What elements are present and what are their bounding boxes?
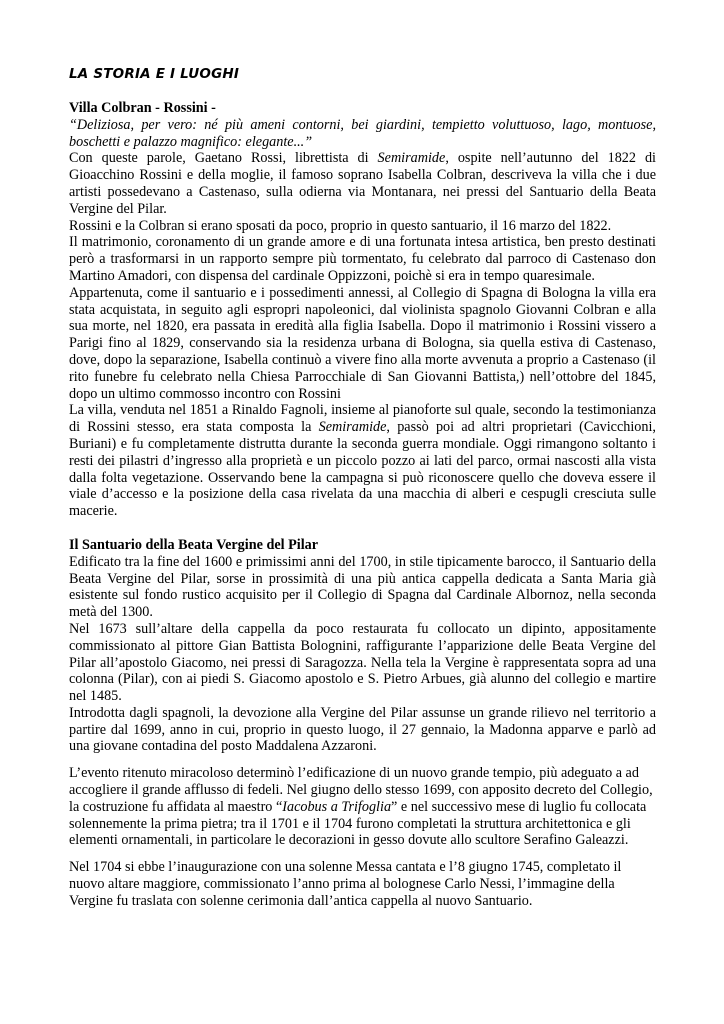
paragraph-santuario-2: Nel 1673 sull’altare della cappella da poco restaurata fu collocato un dipinto, appositamente commissionato al pittore Gian Battista Bolognini, raffigurante l’apparizione delle Beata Vergine del Pilar all’apostolo Giacomo, nei pressi di Saragozza. Nella tela la Vergine è rappresentata sopra ad una colonna (Pilar), con ai piedi S. Giacomo apostolo e S. Pietro Arbues, già alunno del collegio e martire nel 1485. <box>69 620 656 705</box>
text-run: Con queste parole, Gaetano Rossi, librettista di <box>69 150 378 167</box>
text-run: , ospite nell’autunno del 1822 di Gioacchino Rossini e della moglie, il famoso soprano Isabella Colbran, descriveva la villa che i due artisti possedevano a Castenaso, sulla odierna via Montanara, nei pressi del Santuario della Beata Vergine del Pilar. <box>69 150 656 217</box>
paragraph-villa-4: Appartenuta, come il santuario e i possedimenti annessi, al Collegio di Spagna di Bologna la villa era stata acquistata, in seguito agli espropri napoleonici, dal violinista spagnolo Giovanni Colbran e alla sua morte, nel 1820, era passata in eredità alla figlia Isabella. Dopo il matrimonio i Rossini vissero a Parigi fino al 1829, conservando sia la residenza urbana di Bologna, sia quella estiva di Castenaso, dove, dopo la separazione, Isabella continuò a vivere fino alla morte avvenuta a proprio a Castenaso (il rito funebre fu celebrato nella Chiesa Parrocchiale di San Giovanni Battista,) nell’ottobre del 1845, dopo un ultimo commosso incontro con Rossini <box>69 284 656 402</box>
text-run: ” e nel successivo mese di luglio fu collocata solennemente la prima pietra; tra il 1701 e il 1704 furono completati la struttura architettonica e gli elementi ornamentali, in particolare le decorazioni in gesso dovute allo scultore Serafino Galeazzi. <box>69 798 647 849</box>
text-run: , passò poi ad altri proprietari (Cavicchioni, Buriani) e fu completamente distrutta durante la seconda guerra mondiale. Oggi rimangono soltanto i resti dei pilastri d’ingresso alla proprietà e un piccolo pozzo ai lati del parco, ormai nascosti alla vista dalla folta vegetazione. Osservando bene la campagna si può riconoscere quello che doveva essere il viale d’accesso e la posizione della casa rivelata da una macchia di alberi e cespugli cresciuta sulle macerie. <box>69 419 656 520</box>
section-santuario <box>69 537 656 910</box>
builder-name: Iacobus a Trifoglia <box>282 798 392 815</box>
text-run: L’evento ritenuto miracoloso determinò l’edificazione di un nuovo grande tempio, più adeguato a ad accogliere il grande afflusso di fedeli. Nel giugno dello stesso 1699, con apposito decreto del Collegio, la costruzione fu affidata al maestro “ <box>69 765 653 815</box>
paragraph-santuario-1: Edificato tra la fine del 1600 e primissimi anni del 1700, in stile tipicamente barocco, il Santuario della Beata Vergine del Pilar, sorse in prossimità di una più antica cappella dedicata a Santa Maria già esistente sul fondo rustico acquisito per il Collegio di Spagna dal Cardinale Albornoz, nella seconda metà del 1300. <box>69 553 656 621</box>
paragraph-santuario-4 <box>69 765 656 849</box>
paragraph-villa-5 <box>69 402 656 520</box>
section-villa-colbran <box>69 100 656 520</box>
section-heading-villa: Villa Colbran - Rossini - <box>69 100 216 116</box>
paragraph-villa-1 <box>69 150 656 217</box>
paragraph-villa-3: Il matrimonio, coronamento di un grande amore e di una fortunata intesa artistica, ben presto destinati però a trasformarsi in un rapporto sempre più tormentato, fu celebrato dal parroco di Castenaso don Martino Amadori, con dispensa del cardinale Oppizzoni, poichè si era in tempo quaresimale. <box>69 234 656 284</box>
section-heading-santuario: Il Santuario della Beata Vergine del Pilar <box>69 536 319 553</box>
text-run: La villa, venduta nel 1851 a Rinaldo Fagnoli, insieme al pianoforte sul quale, secondo la testimonianza di Rossini stesso, era stata composta la <box>69 402 656 436</box>
quote-text: “Deliziosa, per vero: né più ameni contorni, bei giardini, tempietto voluttuoso, lago, montuose, boschetti e palazzo magnifico: elegante...” <box>69 116 656 150</box>
document-page <box>69 66 656 910</box>
paragraph-santuario-3: Introdotta dagli spagnoli, la devozione alla Vergine del Pilar assunse un grande rilievo nel territorio a partire dal 1699, anno in cui, proprio in questo luogo, il 27 gennaio, la Madonna apparve e parlò ad una giovane contadina del posto Maddalena Azzaroni. <box>69 704 656 755</box>
paragraph-villa-2: Rossini e la Colbran si erano sposati da poco, proprio in questo santuario, il 16 marzo del 1822. <box>69 217 612 234</box>
opera-title: Semiramide <box>318 419 387 436</box>
opening-quote <box>69 117 656 151</box>
opera-title: Semiramide <box>377 150 446 167</box>
paragraph-santuario-5: Nel 1704 si ebbe l’inaugurazione con una solenne Messa cantata e l’8 giugno 1745, completato il nuovo altare maggiore, commissionato l’anno prima al bolognese Carlo Nessi, l’immagine della Vergine fu traslata con solenne cerimonia dall’antica cappella al nuovo Santuario. <box>69 859 622 909</box>
document-title: LA STORIA E I LUOGHI <box>69 66 240 82</box>
